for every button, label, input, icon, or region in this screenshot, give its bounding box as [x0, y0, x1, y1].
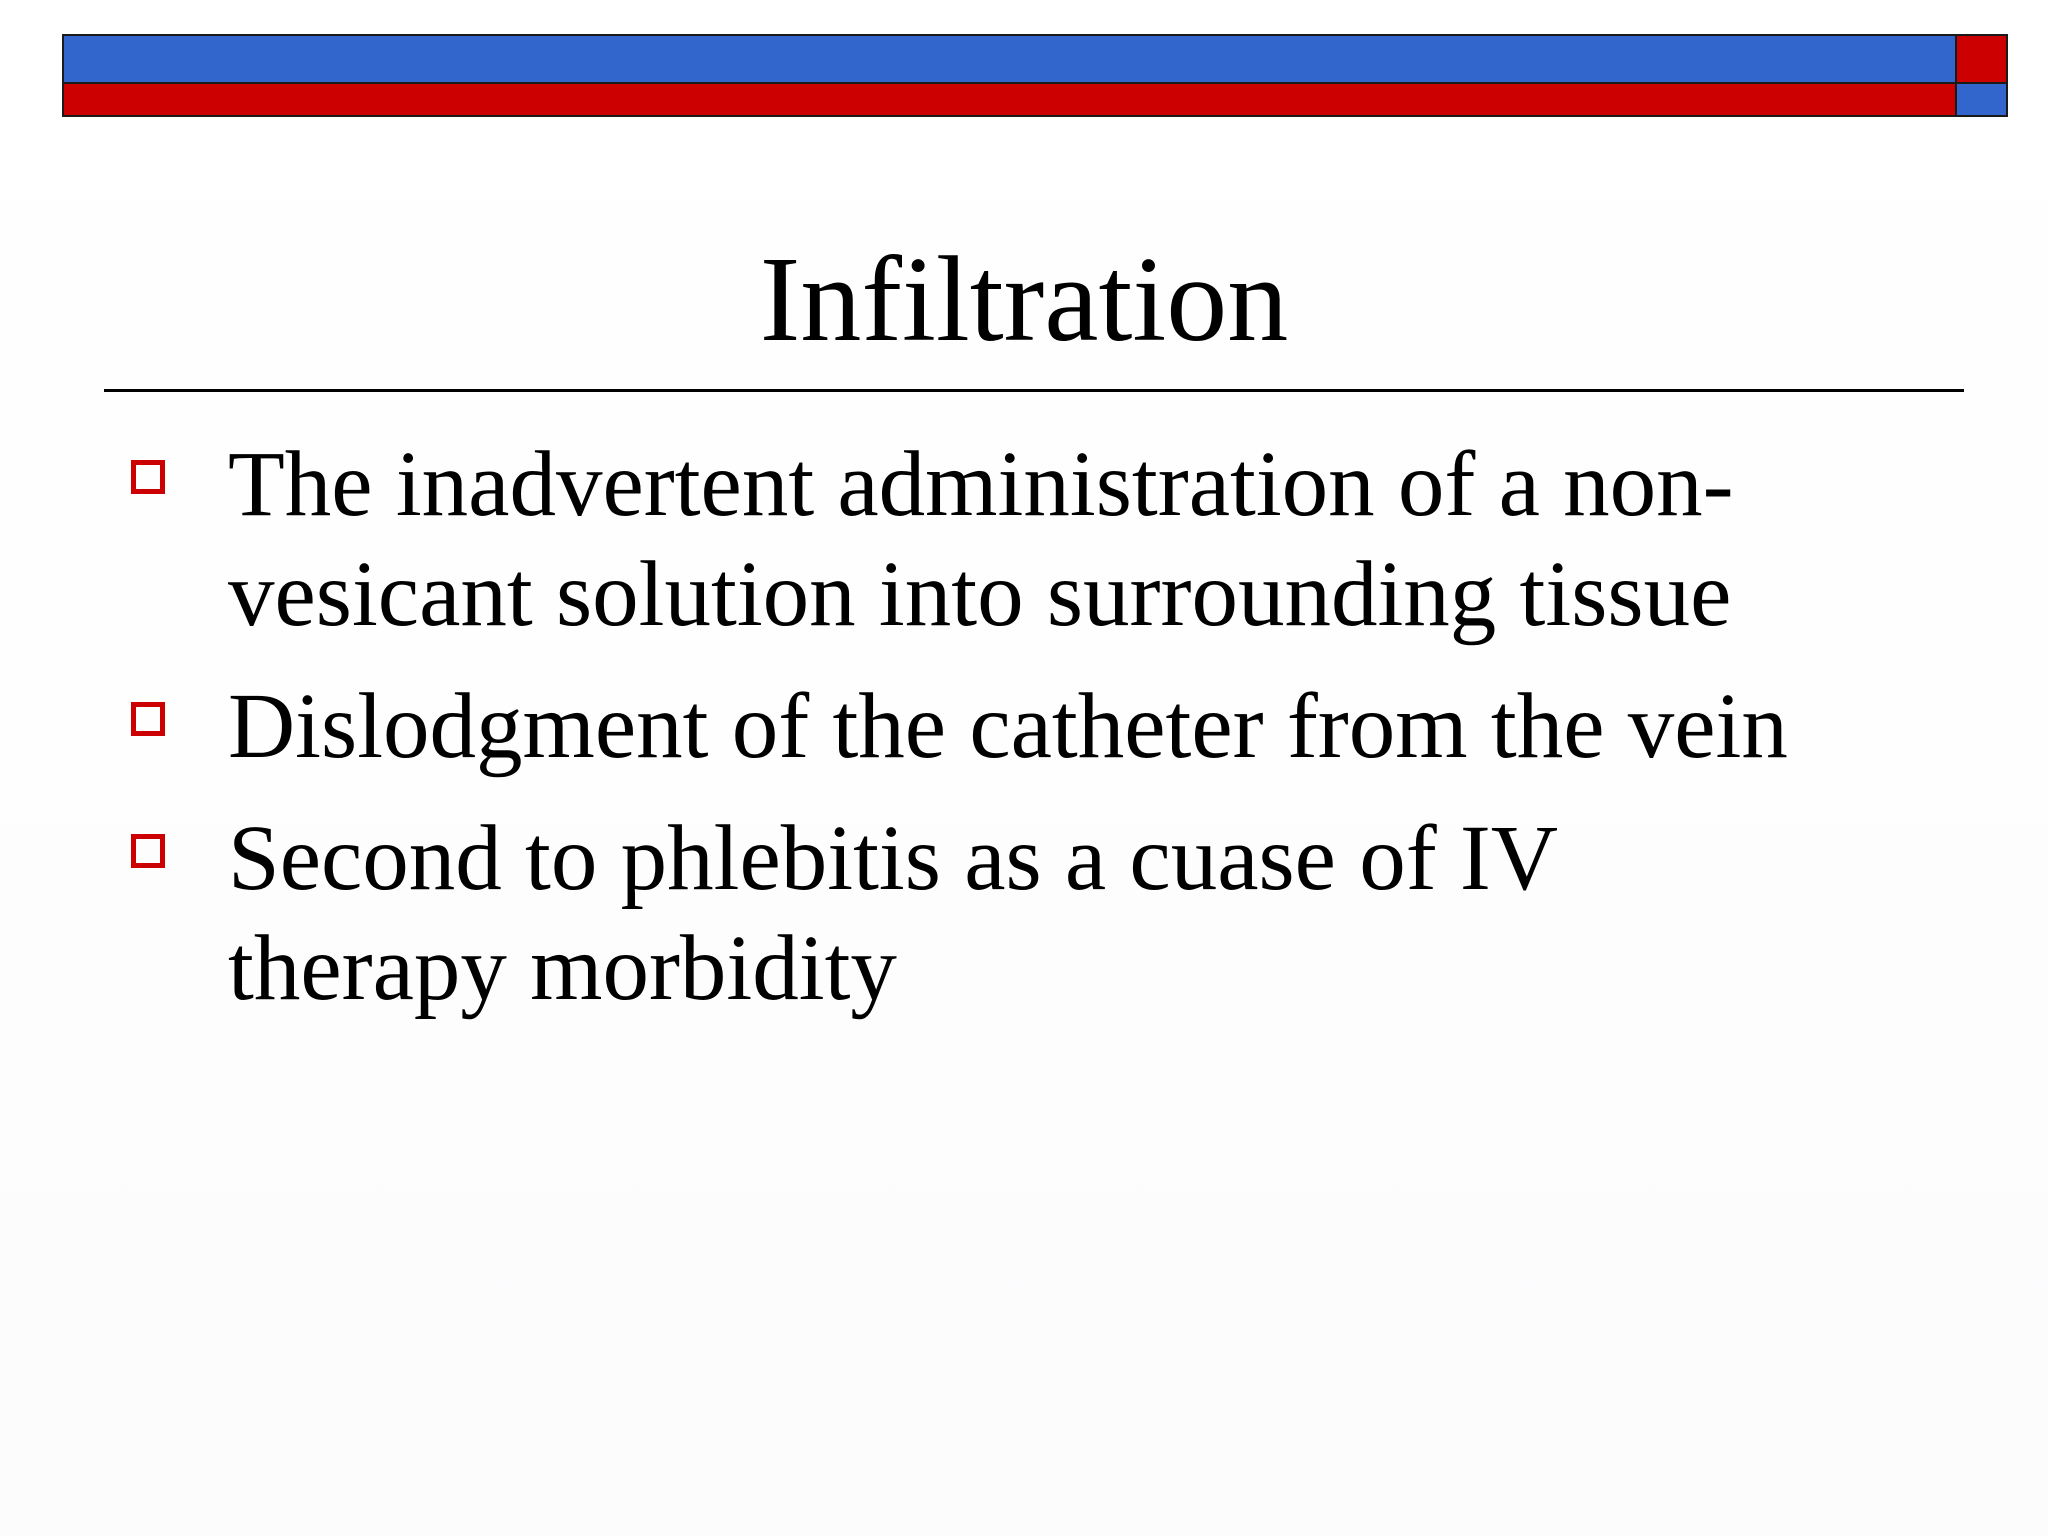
bullet-text: Dislodgment of the catheter from the vein	[228, 675, 1788, 778]
list-item	[0, 672, 2048, 782]
header-corner-red	[1955, 34, 2008, 84]
hollow-square-icon	[131, 460, 165, 494]
list-item	[0, 430, 2048, 650]
title-divider	[104, 389, 1964, 392]
hollow-square-icon	[131, 834, 165, 868]
slide-title: Infiltration	[759, 232, 1289, 367]
list-item	[0, 804, 2048, 1024]
header-band-red	[62, 84, 1957, 117]
bullet-text: The inadvertent administration of a non-vesicant solution into surrounding tissue	[228, 433, 1734, 646]
header-corner-blue	[1955, 84, 2008, 117]
hollow-square-icon	[131, 702, 165, 736]
header-band-blue	[62, 34, 1957, 84]
bullet-list	[0, 430, 2048, 1046]
bullet-text: Second to phlebitis as a cuase of IV therapy morbidity	[228, 807, 1557, 1020]
